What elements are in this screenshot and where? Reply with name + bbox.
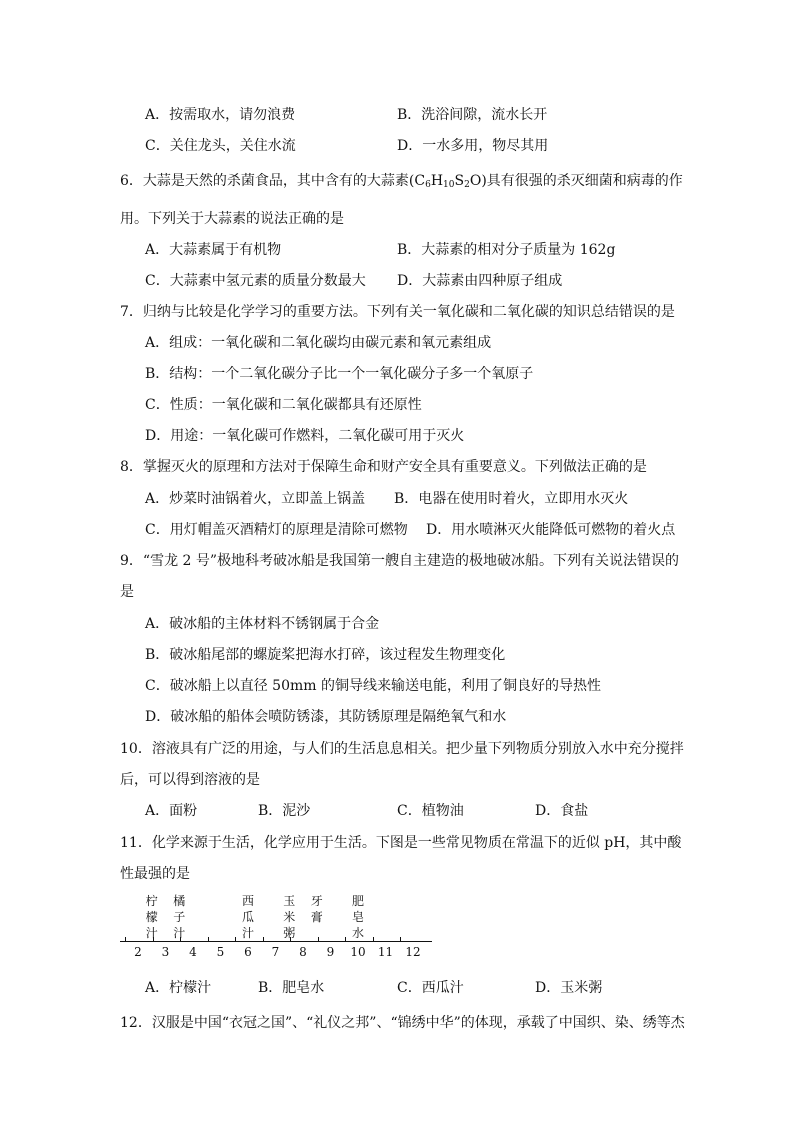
q7-option-a: A．组成：一氧化碳和二氧化碳均由碳元素和氧元素组成 [145, 335, 492, 351]
ph-tick [208, 937, 209, 941]
q7-stem: 7．归纳与比较是化学学习的重要方法。下列有关一氧化碳和二氧化碳的知识总结错误的是 [120, 304, 675, 320]
ph-substance-label: 柠 檬 汁 [145, 894, 158, 940]
q11-option-a: A．柠檬汁 [145, 980, 212, 996]
q5-option-b: B．洗浴间隙，流水长开 [397, 107, 548, 123]
q7-option-c: C．性质：一氧化碳和二氧化碳都具有还原性 [145, 397, 422, 413]
q6-stem-line2: 用。下列关于大蒜素的说法正确的是 [120, 211, 344, 227]
q9-stem-line1: 9．“雪龙 2 号”极地科考破冰船是我国第一艘自主建造的极地破冰船。下列有关说法错误的 [120, 553, 680, 569]
ph-tick [345, 937, 346, 941]
ph-number-label: 11 [377, 945, 394, 959]
q6-stem-part1: 6．大蒜是天然的杀菌食品，其中含有的大蒜素( [120, 173, 415, 189]
q9-option-c: C．破冰船上以直径 50mm 的铜导线来输送电能，利用了铜良好的导热性 [145, 678, 601, 694]
ph-number-label: 7 [271, 945, 280, 959]
ph-substance-label: 橘 子 汁 [173, 894, 186, 940]
q5-option-c: C．关住龙头，关住水流 [145, 138, 296, 154]
q9-option-a: A．破冰船的主体材料不锈钢属于合金 [145, 616, 380, 632]
ph-axis-line [120, 941, 432, 942]
q10-option-a: A．面粉 [145, 803, 198, 819]
ph-tick [318, 937, 319, 941]
q5-option-d: D．一水多用，物尽其用 [397, 138, 549, 154]
ph-tick [373, 937, 374, 941]
q6-option-a: A．大蒜素属于有机物 [145, 242, 282, 258]
ph-number-label: 12 [405, 945, 421, 959]
ph-substance-label: 玉 米 粥 [283, 894, 296, 940]
q11-option-b: B．肥皂水 [258, 980, 325, 996]
q5-option-a: A．按需取水，请勿浪费 [145, 107, 296, 123]
ph-number-label: 5 [216, 945, 225, 959]
ph-number-label: 9 [326, 945, 335, 959]
q6-option-b: B．大蒜素的相对分子质量为 162g [397, 242, 616, 258]
q8-stem: 8．掌握灭火的原理和方法对于保障生命和财产安全具有重要意义。下列做法正确的是 [120, 459, 647, 475]
ph-number-label: 4 [189, 945, 197, 959]
ph-number-label: 2 [134, 945, 142, 959]
q10-option-d: D．食盐 [535, 803, 589, 819]
q7-option-d: D．用途：一氧化碳可作燃料，二氧化碳可用于灭火 [145, 428, 465, 444]
q7-option-b: B．结构：一个二氧化碳分子比一个一氧化碳分子多一个氧原子 [145, 366, 534, 382]
q11-option-c: C．西瓜汁 [397, 980, 464, 996]
q9-option-b: B．破冰船尾部的螺旋桨把海水打碎，该过程发生物理变化 [145, 647, 506, 663]
q11-stem-line1: 11．化学来源于生活，化学应用于生活。下图是一些常见物质在常温下的近似 pH，其中酸 [120, 835, 682, 851]
q6-stem-part2: )具有很强的杀灭细菌和病毒的作 [481, 173, 683, 189]
ph-tick [235, 937, 236, 941]
q10-stem-line2: 后，可以得到溶液的是 [120, 772, 260, 788]
ph-tick [400, 937, 401, 941]
q10-option-b: B．泥沙 [258, 803, 311, 819]
q6-option-c: C．大蒜素中氢元素的质量分数最大 [145, 273, 366, 289]
q8-option-c: C．用灯帽盖灭酒精灯的原理是清除可燃物 [145, 522, 408, 538]
ph-tick [125, 937, 126, 941]
q11-option-d: D．玉米粥 [535, 980, 603, 996]
q6-stem [120, 170, 683, 190]
ph-substance-label: 肥 皂 水 [351, 894, 364, 940]
q10-option-c: C．植物油 [397, 803, 464, 819]
ph-number-label: 3 [161, 945, 170, 959]
q9-stem-line2: 是 [120, 584, 134, 600]
ph-substance-label: 西 瓜 汁 [241, 894, 254, 940]
q10-stem-line1: 10．溶液具有广泛的用途，与人们的生活息息相关。把少量下列物质分别放入水中充分搅拌 [120, 741, 684, 757]
q12-stem-line1: 12．汉服是中国“衣冠之国”、“礼仪之邦”、“锦绣中华”的体现，承载了中国织、染、绣等杰 [120, 1015, 685, 1031]
q8-option-a: A．炒菜时油锅着火，立即盖上锅盖 [145, 491, 366, 507]
q9-option-d: D．破冰船的船体会喷防锈漆，其防锈原理是隔绝氧气和水 [145, 709, 507, 725]
ph-tick [263, 937, 264, 941]
ph-number-label: 6 [244, 945, 252, 959]
ph-substance-label: 牙 膏 [310, 894, 323, 924]
q8-option-d: D．用水喷淋灭火能降低可燃物的着火点 [426, 522, 676, 538]
q11-stem-line2: 性最强的是 [120, 866, 190, 882]
q6-formula: $C_6H_{10}S_2O$ [414, 173, 482, 190]
q8-option-b: B．电器在使用时着火，立即用水灭火 [394, 491, 629, 507]
q6-option-d: D．大蒜素由四种原子组成 [397, 273, 563, 289]
ph-number-label: 8 [299, 945, 307, 959]
ph-scale-figure [118, 893, 438, 963]
ph-number-label: 10 [350, 945, 366, 959]
